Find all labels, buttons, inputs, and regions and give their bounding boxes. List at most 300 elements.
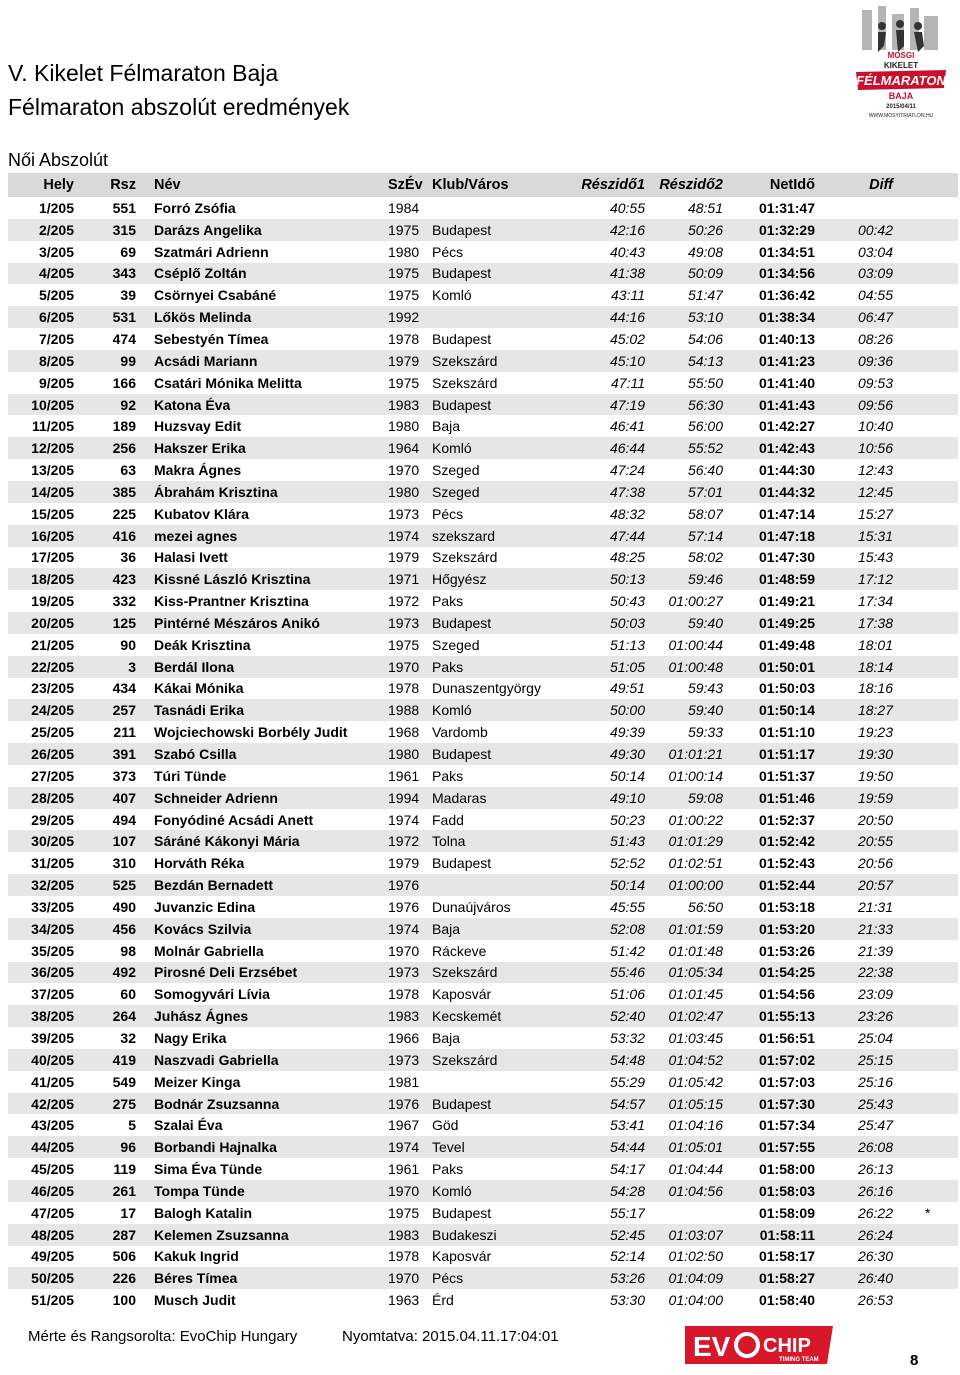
cell-netido: 01:51:46	[723, 787, 815, 809]
table-row	[8, 263, 958, 285]
cell-reszido2: 59:33	[687, 724, 723, 741]
cell-diff: 17:12	[815, 568, 925, 590]
cell-hely: 42/205	[8, 1093, 74, 1115]
cell-reszido1: 52:40	[565, 1005, 645, 1027]
cell-rsz: 492	[74, 962, 136, 984]
cell-szev: 1994	[384, 787, 430, 809]
cell-netido: 01:36:42	[758, 287, 815, 304]
cell-szev: 1983	[384, 394, 430, 416]
cell-diff: 18:27	[815, 699, 925, 721]
cell-netido: 01:58:00	[758, 1161, 815, 1178]
cell-klub: Komló	[430, 1180, 565, 1202]
cell-flag	[925, 787, 958, 809]
cell-flag	[925, 699, 958, 721]
cell-nev: Borbandi Hajnalka	[136, 1136, 384, 1158]
cell-reszido2	[645, 1202, 723, 1224]
cell-szev: 1970	[388, 942, 420, 959]
cell-reszido2: 59:40	[645, 699, 723, 721]
cell-flag	[925, 350, 958, 372]
cell-reszido1: 55:46	[565, 962, 645, 984]
cell-hely: 14/205	[8, 481, 74, 503]
table-row	[8, 612, 958, 634]
cell-hely: 50/205	[8, 1267, 74, 1289]
cell-flag	[925, 372, 958, 394]
cell-rsz: 332	[112, 593, 136, 610]
cell-rsz: 32	[120, 1029, 136, 1046]
cell-klub: Pécs	[432, 243, 464, 260]
cell-reszido1: 51:06	[609, 986, 645, 1003]
cell-diff: 15:43	[857, 549, 893, 566]
cell-rsz: 166	[112, 374, 136, 391]
cell-rsz: 506	[112, 1248, 136, 1265]
cell-reszido1: 47:19	[565, 394, 645, 416]
cell-klub: Komló	[430, 437, 565, 459]
svg-text:BAJA: BAJA	[888, 91, 914, 101]
cell-diff: 15:31	[815, 525, 925, 547]
cell-szev: 1975	[388, 636, 420, 653]
cell-klub: Szekszárd	[430, 1049, 565, 1071]
cell-diff: 20:50	[857, 811, 893, 828]
cell-flag	[925, 743, 958, 765]
cell-reszido1: 45:10	[565, 350, 645, 372]
cell-nev: Nagy Erika	[154, 1029, 227, 1046]
cell-diff: 26:08	[815, 1136, 925, 1158]
cell-hely: 5/205	[38, 287, 74, 304]
cell-diff: 09:53	[857, 374, 893, 391]
cell-klub	[430, 1071, 565, 1093]
cell-reszido1: 53:26	[565, 1267, 645, 1289]
cell-szev: 1973	[384, 1049, 430, 1071]
cell-reszido2: 01:01:21	[645, 743, 723, 765]
cell-netido: 01:51:37	[758, 767, 815, 784]
cell-flag	[925, 525, 958, 547]
table-row	[8, 328, 958, 350]
cell-klub: Budapest	[432, 1204, 492, 1221]
cell-diff: 25:04	[857, 1029, 893, 1046]
cell-reszido2: 56:00	[687, 418, 723, 435]
cell-klub: Szeged	[430, 481, 565, 503]
cell-klub: Szekszárd	[430, 962, 565, 984]
cell-rsz: 189	[112, 418, 136, 435]
cell-diff: 26:22	[857, 1204, 893, 1221]
evochip-logo	[683, 1320, 843, 1370]
cell-klub: Dunaszentgyörgy	[432, 680, 541, 697]
cell-hely: 39/205	[31, 1029, 74, 1046]
cell-hely: 7/205	[38, 330, 74, 347]
cell-rsz: 385	[74, 481, 136, 503]
cell-diff: 20:56	[857, 855, 893, 872]
cell-nev: Ábrahám Krisztina	[136, 481, 384, 503]
table-row	[8, 1005, 958, 1027]
cell-reszido1: 51:13	[609, 636, 645, 653]
cell-diff: 17:38	[815, 612, 925, 634]
cell-rsz: 416	[74, 525, 136, 547]
cell-klub: Érd	[432, 1292, 454, 1309]
cell-nev: Kelemen Zsuzsanna	[136, 1224, 384, 1246]
cell-flag	[925, 1049, 958, 1071]
cell-klub: Kecskemét	[430, 1005, 565, 1027]
cell-flag	[925, 459, 958, 481]
table-row	[8, 874, 958, 896]
cell-netido: 01:32:29	[723, 219, 815, 241]
table-row	[8, 394, 958, 416]
cell-diff: 20:57	[815, 874, 925, 896]
cell-reszido2: 01:04:44	[668, 1161, 723, 1178]
table-row	[8, 306, 958, 328]
cell-diff: 20:55	[815, 830, 925, 852]
cell-netido: 01:54:25	[723, 962, 815, 984]
evochip-chip: CHIP	[763, 1335, 811, 1357]
cell-hely: 21/205	[31, 636, 74, 653]
cell-diff: 12:43	[857, 462, 893, 479]
cell-rsz: 474	[112, 330, 136, 347]
cell-diff: 25:43	[815, 1093, 925, 1115]
cell-diff	[815, 197, 925, 219]
cell-klub: Baja	[432, 418, 461, 435]
cell-rsz: 211	[113, 724, 136, 741]
cell-rsz: 5	[128, 1117, 136, 1134]
cell-rsz: 261	[74, 1180, 136, 1202]
cell-rsz: 434	[112, 680, 136, 697]
page-number: 8	[910, 1352, 919, 1369]
cell-reszido2: 51:47	[687, 287, 723, 304]
cell-reszido1: 54:17	[609, 1161, 645, 1178]
cell-flag	[925, 852, 958, 874]
cell-diff: 21:39	[857, 942, 893, 959]
cell-diff: 26:13	[857, 1161, 893, 1178]
table-row	[8, 372, 958, 394]
cell-hely: 47/205	[31, 1204, 74, 1221]
cell-reszido2: 01:03:07	[645, 1224, 723, 1246]
cell-reszido2: 01:00:44	[668, 636, 723, 653]
cell-reszido2: 56:40	[687, 462, 723, 479]
cell-hely: 19/205	[31, 593, 74, 610]
cell-klub: Szeged	[432, 462, 480, 479]
cell-diff: 12:45	[815, 481, 925, 503]
cell-rsz: 90	[120, 636, 136, 653]
cell-szev: 1973	[388, 505, 420, 522]
cell-reszido2: 59:40	[645, 612, 723, 634]
table-row	[8, 568, 958, 590]
cell-flag	[925, 437, 958, 459]
cell-diff: 03:04	[857, 243, 893, 260]
cell-diff: 19:23	[857, 724, 893, 741]
cell-flag: *	[925, 1204, 931, 1221]
cell-flag	[925, 1071, 958, 1093]
cell-klub	[430, 874, 565, 896]
cell-nev: Szatmári Adrienn	[154, 243, 269, 260]
cell-hely: 3/205	[38, 243, 74, 260]
cell-flag	[925, 765, 958, 787]
cell-reszido2: 48:51	[687, 199, 723, 216]
cell-netido: 01:47:18	[723, 525, 815, 547]
cell-netido: 01:50:14	[723, 699, 815, 721]
cell-klub: Komló	[432, 287, 472, 304]
cell-netido: 01:58:27	[723, 1267, 815, 1289]
cell-flag	[925, 896, 958, 918]
cell-netido: 01:58:09	[758, 1204, 815, 1221]
cell-diff: 26:16	[815, 1180, 925, 1202]
cell-klub: Budapest	[430, 612, 565, 634]
cell-diff: 21:33	[815, 918, 925, 940]
cell-netido: 01:54:56	[758, 986, 815, 1003]
cell-netido: 01:44:32	[723, 481, 815, 503]
cell-szev: 1976	[384, 1093, 430, 1115]
cell-rsz: 549	[112, 1073, 136, 1090]
cell-rsz: 494	[112, 811, 136, 828]
cell-hely: 12/205	[8, 437, 74, 459]
cell-netido: 01:51:17	[723, 743, 815, 765]
cell-diff: 17:34	[857, 593, 893, 610]
cell-diff: 18:01	[857, 636, 893, 653]
table-row	[8, 1136, 958, 1158]
cell-klub: Paks	[432, 1161, 464, 1178]
cell-hely: 41/205	[31, 1073, 74, 1090]
cell-szev: 1973	[384, 612, 430, 634]
table-row	[8, 721, 958, 743]
cell-hely: 1/205	[38, 199, 74, 216]
cell-reszido1: 47:11	[611, 374, 645, 391]
cell-szev: 1975	[388, 287, 420, 304]
cell-netido: 01:57:02	[723, 1049, 815, 1071]
table-row	[8, 525, 958, 547]
cell-klub: Göd	[432, 1117, 459, 1134]
results-table	[8, 173, 958, 1311]
cell-reszido1: 50:00	[565, 699, 645, 721]
cell-rsz: 343	[74, 263, 136, 285]
cell-reszido2: 59:08	[645, 787, 723, 809]
cell-rsz: 264	[74, 1005, 136, 1027]
cell-szev: 1973	[384, 962, 430, 984]
cell-klub: Kaposvár	[432, 986, 492, 1003]
cell-hely: 16/205	[8, 525, 74, 547]
cell-diff: 25:47	[857, 1117, 893, 1134]
cell-flag	[925, 962, 958, 984]
cell-klub	[430, 197, 565, 219]
cell-nev: Darázs Angelika	[136, 219, 384, 241]
cell-reszido2: 01:00:27	[668, 593, 723, 610]
cell-hely: 13/205	[31, 462, 74, 479]
cell-szev: 1974	[384, 525, 430, 547]
cell-nev: Musch Judit	[154, 1292, 236, 1309]
cell-diff: 04:55	[857, 287, 893, 304]
cell-reszido1: 55:17	[609, 1204, 645, 1221]
cell-netido: 01:41:40	[758, 374, 815, 391]
cell-flag	[925, 197, 958, 219]
cell-hely: 27/205	[31, 767, 74, 784]
cell-flag	[925, 284, 958, 306]
col-diff: Diff	[815, 173, 925, 197]
cell-rsz: 257	[74, 699, 136, 721]
cell-flag	[925, 874, 958, 896]
cell-klub: Budapest	[430, 263, 565, 285]
cell-nev: Horváth Réka	[154, 855, 245, 872]
cell-nev: Cséplő Zoltán	[136, 263, 384, 285]
cell-diff: 08:26	[857, 330, 893, 347]
svg-text:MOSGI: MOSGI	[887, 51, 915, 60]
cell-flag	[925, 1114, 958, 1136]
cell-nev: Makra Ágnes	[154, 462, 242, 479]
page-title: V. Kikelet Félmaraton Baja	[8, 60, 279, 86]
cell-flag	[925, 1180, 958, 1202]
cell-reszido2: 59:43	[687, 680, 723, 697]
cell-flag	[925, 241, 958, 263]
cell-diff: 26:40	[815, 1267, 925, 1289]
cell-nev: Deák Krisztina	[154, 636, 251, 653]
cell-reszido2: 01:03:45	[668, 1029, 723, 1046]
table-row	[8, 1158, 958, 1180]
cell-netido: 01:57:55	[723, 1136, 815, 1158]
cell-flag	[925, 1136, 958, 1158]
cell-klub: Szekszárd	[432, 549, 498, 566]
cell-klub: Baja	[432, 1029, 461, 1046]
cell-hely: 25/205	[31, 724, 74, 741]
table-row	[8, 415, 958, 437]
cell-nev: Naszvadi Gabriella	[136, 1049, 384, 1071]
cell-flag	[925, 219, 958, 241]
cell-flag	[925, 1246, 958, 1268]
cell-netido: 01:56:51	[758, 1029, 815, 1046]
cell-reszido1: 52:14	[609, 1248, 645, 1265]
cell-szev: 1976	[384, 874, 430, 896]
cell-hely: 45/205	[31, 1161, 74, 1178]
cell-reszido2: 54:06	[687, 330, 723, 347]
cell-rsz: 96	[74, 1136, 136, 1158]
cell-klub: Szekszárd	[430, 350, 565, 372]
cell-flag	[925, 306, 958, 328]
cell-szev: 1983	[384, 1224, 430, 1246]
cell-netido: 01:53:18	[758, 898, 815, 915]
cell-netido: 01:41:43	[723, 394, 815, 416]
cell-klub	[430, 306, 565, 328]
cell-nev: Fonyódiné Acsádi Anett	[154, 811, 314, 828]
table-row	[8, 1246, 958, 1268]
cell-diff: 03:09	[815, 263, 925, 285]
cell-nev: Kakuk Ingrid	[154, 1248, 239, 1265]
cell-nev: Túri Tünde	[154, 767, 227, 784]
table-row	[8, 787, 958, 809]
cell-netido: 01:58:17	[758, 1248, 815, 1265]
cell-rsz: 391	[74, 743, 136, 765]
cell-reszido2: 58:07	[687, 505, 723, 522]
cell-reszido1: 54:48	[565, 1049, 645, 1071]
cell-flag	[925, 590, 958, 612]
cell-klub: Madaras	[430, 787, 565, 809]
cell-flag	[925, 1224, 958, 1246]
cell-nev: Pintérné Mészáros Anikó	[136, 612, 384, 634]
table-row	[8, 699, 958, 721]
cell-hely: 4/205	[8, 263, 74, 285]
cell-klub: Budapest	[432, 330, 492, 347]
cell-reszido1: 46:41	[609, 418, 645, 435]
cell-flag	[925, 940, 958, 962]
table-row	[8, 634, 958, 656]
cell-netido: 01:53:20	[723, 918, 815, 940]
cell-flag	[925, 1093, 958, 1115]
cell-rsz: 60	[120, 986, 136, 1003]
svg-text:FÉLMARATON: FÉLMARATON	[856, 73, 946, 88]
cell-klub: Kaposvár	[432, 1248, 492, 1265]
cell-szev: 1967	[388, 1117, 420, 1134]
cell-szev: 1976	[388, 898, 420, 915]
cell-netido: 01:57:30	[723, 1093, 815, 1115]
cell-szev: 1972	[388, 593, 420, 610]
cell-szev: 1980	[388, 418, 420, 435]
table-row	[8, 1202, 958, 1224]
cell-nev: Szalai Éva	[154, 1117, 223, 1134]
cell-reszido2: 01:01:48	[668, 942, 723, 959]
cell-szev: 1992	[384, 306, 430, 328]
table-row	[8, 1049, 958, 1071]
col-klub: Klub/Város	[430, 173, 565, 197]
cell-nev: Wojciechowski Borbély Judit	[154, 724, 348, 741]
cell-rsz: 419	[74, 1049, 136, 1071]
cell-reszido1: 50:14	[609, 767, 645, 784]
page-subtitle: Félmaraton abszolút eredmények	[8, 94, 350, 120]
cell-netido: 01:50:03	[758, 680, 815, 697]
cell-reszido1: 42:16	[565, 219, 645, 241]
cell-szev: 1970	[384, 656, 430, 678]
cell-klub: szekszard	[430, 525, 565, 547]
cell-reszido1: 54:44	[565, 1136, 645, 1158]
cell-rsz: 310	[112, 855, 136, 872]
cell-flag	[925, 328, 958, 350]
table-row	[8, 1027, 958, 1049]
cell-nev: Sáráné Kákonyi Mária	[136, 830, 384, 852]
cell-reszido2: 01:01:29	[645, 830, 723, 852]
cell-szev: 1963	[388, 1292, 420, 1309]
cell-flag	[925, 263, 958, 285]
cell-netido: 01:40:13	[758, 330, 815, 347]
cell-rsz: 69	[120, 243, 136, 260]
cell-rsz: 551	[112, 199, 136, 216]
table-row	[8, 547, 958, 569]
cell-netido: 01:47:14	[758, 505, 815, 522]
cell-szev: 1961	[388, 767, 420, 784]
cell-hely: 46/205	[8, 1180, 74, 1202]
cell-nev: Tompa Tünde	[136, 1180, 384, 1202]
cell-rsz: 36	[120, 549, 136, 566]
cell-klub: Budapest	[430, 1093, 565, 1115]
table-row	[8, 1114, 958, 1136]
cell-netido: 01:49:25	[723, 612, 815, 634]
cell-netido: 01:38:34	[723, 306, 815, 328]
footer-measured-by: Mérte és Rangsorolta: EvoChip Hungary	[28, 1328, 298, 1345]
cell-rsz: 63	[120, 462, 136, 479]
table-header-row	[8, 173, 958, 197]
cell-reszido1: 46:44	[565, 437, 645, 459]
cell-rsz: 287	[74, 1224, 136, 1246]
table-row	[8, 809, 958, 831]
cell-netido: 01:52:43	[758, 855, 815, 872]
cell-netido: 01:34:56	[723, 263, 815, 285]
cell-netido: 01:34:51	[758, 243, 815, 260]
col-szev: SzÉv	[384, 173, 430, 197]
cell-hely: 9/205	[38, 374, 74, 391]
table-row	[8, 678, 958, 700]
cell-diff: 19:59	[815, 787, 925, 809]
cell-rsz: 98	[120, 942, 136, 959]
cell-diff: 18:16	[857, 680, 893, 697]
cell-diff: 25:16	[857, 1073, 893, 1090]
cell-nev: Balogh Katalin	[154, 1204, 253, 1221]
cell-diff: 22:38	[815, 962, 925, 984]
cell-rsz: 456	[74, 918, 136, 940]
cell-reszido1: 50:43	[609, 593, 645, 610]
cell-nev: Csatári Mónika Melitta	[154, 374, 302, 391]
cell-szev: 1974	[384, 918, 430, 940]
cell-reszido2: 01:02:51	[668, 855, 723, 872]
